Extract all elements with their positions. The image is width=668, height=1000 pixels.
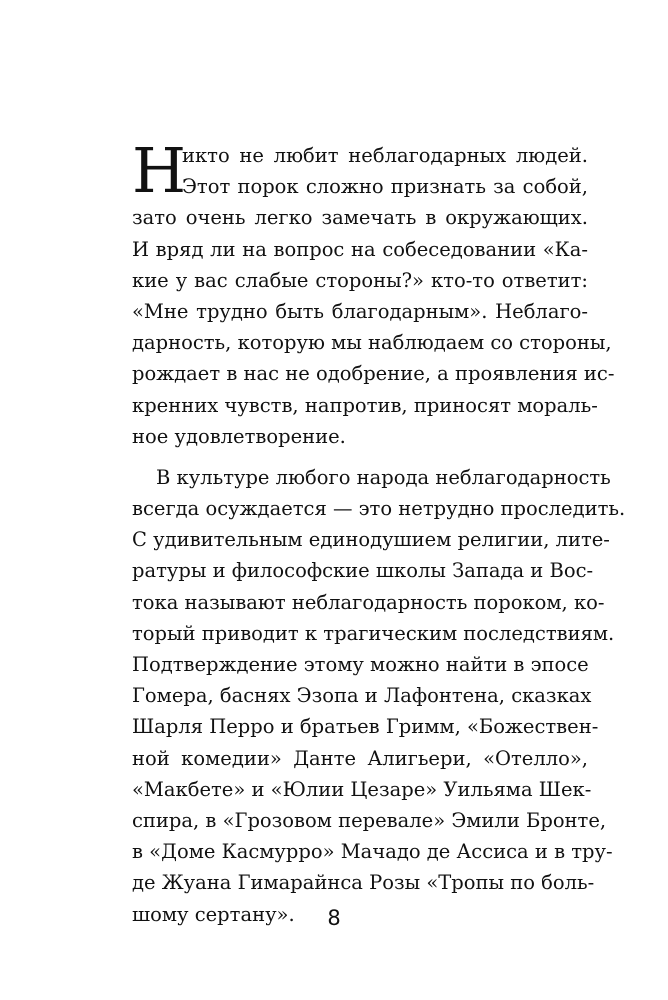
- text-line: ное удовлетворение.: [132, 424, 346, 448]
- text-line: ной комедии» Данте Алигьери, «Отелло»,: [132, 746, 588, 770]
- text-line: икто не любит неблагодарных людей.: [182, 144, 588, 167]
- text-line: Гомера, баснях Эзопа и Лафонтена, сказках: [132, 684, 592, 708]
- paragraph-1: [132, 134, 615, 452]
- drop-cap-letter: Н: [132, 134, 187, 207]
- text-line: всегда осуждается — это нетрудно проследить.: [132, 497, 626, 521]
- text-line: шому сертану».: [132, 902, 295, 926]
- text-line: Подтверждение этому можно найти в эпосе: [132, 653, 589, 676]
- text-line: дарность, которую мы наблюдаем со стороны,: [132, 331, 612, 355]
- text-line: В культуре любого народа неблагодарность: [156, 465, 611, 489]
- text-line: И вряд ли на вопрос на собеседовании «Ка-: [132, 237, 588, 261]
- text-line: кие у вас слабые стороны?» кто-то ответит:: [132, 268, 588, 292]
- text-line: рождает в нас не одобрение, а проявления ис-: [132, 362, 615, 386]
- text-line: «Макбете» и «Юлии Цезаре» Уильяма Шек-: [132, 777, 592, 801]
- text-line: С удивительным единодушием религии, лите-: [132, 528, 610, 552]
- text-line: кренних чувств, напротив, приносят мораль-: [132, 393, 598, 417]
- text-line: Этот порок сложно признать за собой,: [182, 175, 588, 199]
- text-line: спира, в «Грозовом перевале» Эмили Бронте,: [132, 808, 607, 832]
- text-line: «Мне трудно быть благодарным». Неблаго-: [132, 299, 588, 323]
- text-line: торый приводит к трагическим последствиям.: [132, 621, 615, 645]
- page-number: 8: [327, 906, 341, 930]
- paragraph-2: [132, 462, 626, 930]
- page-body: [132, 134, 626, 930]
- text-line: де Жуана Гимарайнса Розы «Тропы по боль-: [132, 871, 595, 895]
- text-line: зато очень легко замечать в окружающих.: [132, 206, 588, 230]
- text-line: Шарля Перро и братьев Гримм, «Божествен-: [132, 715, 599, 739]
- text-line: в «Доме Касмурро» Мачадо де Ассиса и в тру-: [132, 840, 613, 864]
- text-line: тока называют неблагодарность пороком, ко-: [132, 590, 605, 614]
- text-line: ратуры и философские школы Запада и Вос-: [132, 559, 594, 583]
